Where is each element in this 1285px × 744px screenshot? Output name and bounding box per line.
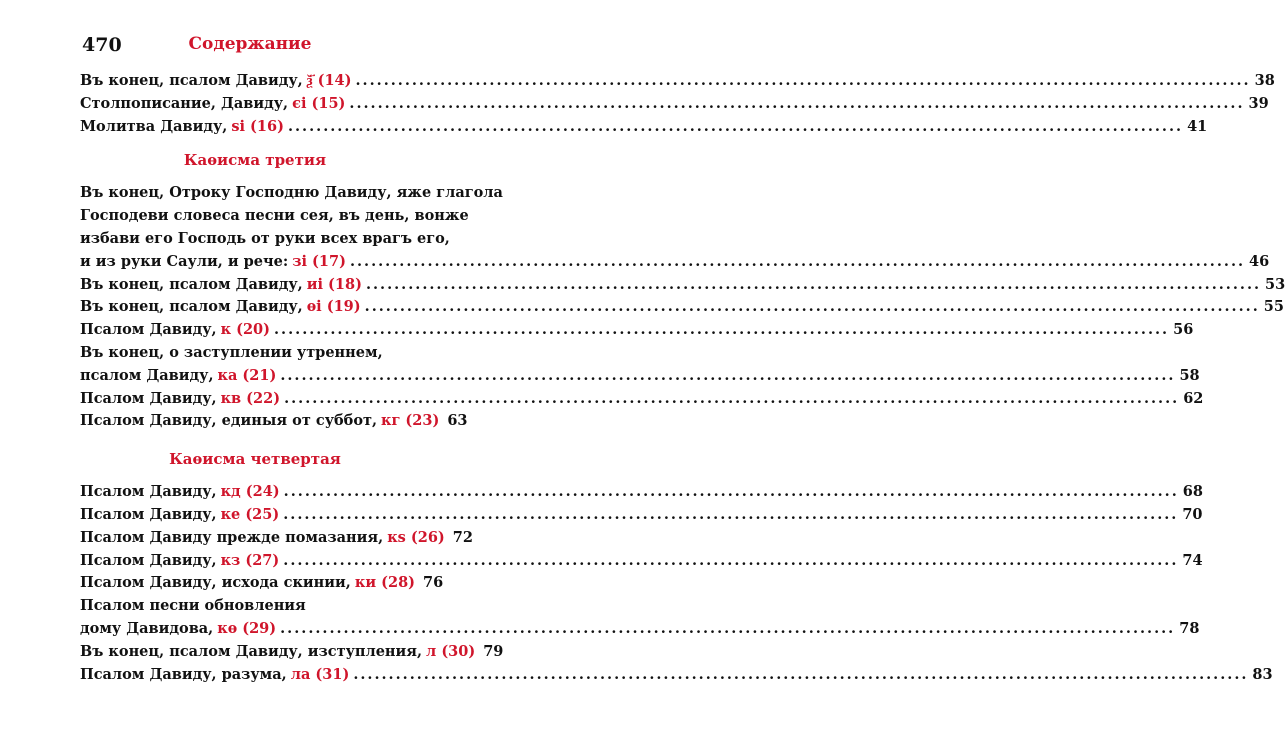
toc-entry-title: Псалом Давиду прежде помазания, bbox=[80, 528, 384, 546]
toc-entry[interactable] bbox=[80, 116, 1208, 139]
page-ref: 55 bbox=[1263, 298, 1284, 316]
page-number: 470 bbox=[82, 34, 122, 56]
psalm-number: кѕ (26) bbox=[387, 528, 445, 546]
psalm-number: ки (28) bbox=[354, 574, 416, 592]
toc-entry[interactable] bbox=[80, 641, 504, 664]
psalm-number: ке (25) bbox=[220, 505, 280, 523]
page-ref: 63 bbox=[447, 412, 468, 430]
toc-entry-line bbox=[80, 251, 1270, 274]
psalm-number: єі (15) bbox=[292, 94, 346, 112]
toc-entry-line bbox=[80, 319, 1194, 342]
toc-group-1 bbox=[80, 70, 1275, 138]
page-ref: 39 bbox=[1248, 94, 1269, 112]
toc-entry-line bbox=[80, 550, 1203, 573]
dot-leader bbox=[366, 274, 1261, 297]
toc-entry-text-line: Въ конец, Отроку Господню Давиду, яже глагола bbox=[80, 184, 503, 202]
toc-entry[interactable] bbox=[80, 550, 1203, 573]
psalm-number: кз (27) bbox=[220, 551, 280, 569]
page-ref: 53 bbox=[1265, 275, 1285, 293]
toc-entry[interactable] bbox=[80, 481, 1203, 504]
toc-entry-title: Псалом Давиду, единыя от суббот, bbox=[80, 412, 378, 430]
toc-entry-line bbox=[80, 365, 1200, 388]
toc-entry-title: псалом Давиду, bbox=[80, 366, 214, 384]
toc-entry-line bbox=[80, 93, 1269, 116]
toc-entry-title: Въ конец, псалом Давиду, bbox=[80, 72, 303, 89]
toc-entry-text-line: Въ конец, о заступлении утреннем, bbox=[80, 343, 383, 361]
page-ref: 38 bbox=[1254, 72, 1275, 89]
dot-leader bbox=[356, 70, 1251, 93]
toc-entry-line bbox=[80, 388, 1204, 411]
toc-entry[interactable] bbox=[80, 93, 1269, 116]
psalm-number: кѳ (29) bbox=[217, 619, 277, 637]
dot-leader bbox=[283, 504, 1178, 527]
dot-leader bbox=[280, 618, 1175, 641]
toc-entry[interactable] bbox=[80, 182, 1270, 273]
toc-entry[interactable] bbox=[80, 595, 1200, 641]
toc-entry[interactable] bbox=[80, 410, 468, 433]
psalm-number: кг (23) bbox=[381, 412, 440, 430]
toc-entry[interactable] bbox=[80, 572, 444, 595]
psalm-number: кд (24) bbox=[220, 483, 280, 501]
page-ref: 72 bbox=[452, 528, 473, 546]
page-ref: 46 bbox=[1249, 252, 1270, 270]
toc-entry-title: Въ конец, псалом Давиду, изступления, bbox=[80, 642, 423, 660]
psalm-number: ѕі (16) bbox=[231, 117, 284, 135]
dot-leader bbox=[288, 116, 1183, 139]
running-title: Содержание bbox=[188, 34, 312, 54]
table-of-contents bbox=[80, 70, 1285, 686]
dot-leader bbox=[280, 365, 1175, 388]
toc-entry-title: Молитва Давиду, bbox=[80, 117, 228, 135]
psalm-number: ѳі (19) bbox=[306, 298, 361, 316]
toc-entry-line bbox=[80, 527, 473, 550]
toc-entry-title: Псалом Давиду, bbox=[80, 505, 217, 523]
page-ref: 41 bbox=[1187, 117, 1208, 135]
toc-entry-text-line: Псалом песни обновления bbox=[80, 597, 306, 615]
toc-entry-title: и из руки Саули, и рече: bbox=[80, 252, 289, 270]
toc-group-3 bbox=[80, 481, 1273, 686]
page-ref: 56 bbox=[1173, 321, 1194, 339]
psalm-number: ла (31) bbox=[290, 665, 350, 683]
section-title-kathisma-4: Каѳисма четвертая bbox=[169, 450, 341, 469]
toc-entry-title: дому Давидова, bbox=[80, 619, 214, 637]
toc-group-2 bbox=[80, 182, 1285, 433]
toc-entry-line bbox=[80, 618, 1200, 641]
toc-entry[interactable] bbox=[80, 504, 1203, 527]
toc-entry-title: Псалом Давиду, разума, bbox=[80, 665, 287, 683]
page-ref: 76 bbox=[423, 574, 444, 592]
section-title-kathisma-3: Каѳисма третия bbox=[183, 151, 327, 170]
psalm-number: ка (21) bbox=[217, 366, 277, 384]
psalm-number: к (20) bbox=[220, 321, 270, 339]
dot-leader bbox=[353, 664, 1248, 687]
toc-entry-text-line: Господеви словеса песни сея, въ день, вонже bbox=[80, 207, 469, 225]
toc-entry[interactable] bbox=[80, 527, 473, 550]
toc-entry[interactable] bbox=[80, 319, 1194, 342]
toc-entry-title: Въ конец, псалом Давиду, bbox=[80, 275, 303, 293]
page-header bbox=[82, 34, 418, 62]
toc-entry-title: Псалом Давиду, bbox=[80, 483, 217, 501]
toc-entry-line bbox=[80, 481, 1203, 504]
toc-entry[interactable] bbox=[80, 70, 1275, 93]
page-ref: 62 bbox=[1183, 389, 1204, 407]
toc-entry-title: Псалом Давиду, bbox=[80, 551, 217, 569]
dot-leader bbox=[284, 388, 1179, 411]
toc-entry-line bbox=[80, 664, 1273, 687]
dot-leader bbox=[365, 296, 1260, 319]
dot-leader bbox=[349, 93, 1244, 116]
psalm-number: кв (22) bbox=[220, 389, 281, 407]
dot-leader bbox=[350, 251, 1245, 274]
toc-entry-line bbox=[80, 296, 1284, 319]
page-ref: 79 bbox=[483, 642, 504, 660]
page-ref: 78 bbox=[1179, 619, 1200, 637]
toc-entry-text-line: избави его Господь от руки всех врагъ его, bbox=[80, 229, 450, 247]
toc-entry-title: Псалом Давиду, bbox=[80, 389, 217, 407]
toc-entry[interactable] bbox=[80, 296, 1284, 319]
dot-leader bbox=[274, 319, 1169, 342]
toc-entry-title: Псалом Давиду, исхода скинии, bbox=[80, 574, 351, 592]
psalm-number: зі (17) bbox=[292, 252, 346, 270]
toc-entry-line bbox=[80, 116, 1208, 139]
psalm-number: иі (18) bbox=[306, 275, 362, 293]
page-ref: 68 bbox=[1182, 483, 1203, 501]
toc-entry-title: Столпописание, Давиду, bbox=[80, 94, 289, 112]
toc-entry-title: Въ конец, псалом Давиду, bbox=[80, 298, 303, 316]
toc-entry-line bbox=[80, 641, 504, 664]
page-ref: 83 bbox=[1252, 665, 1273, 683]
toc-entry[interactable] bbox=[80, 342, 1200, 388]
toc-entry[interactable] bbox=[80, 388, 1204, 411]
toc-entry-line bbox=[80, 572, 444, 595]
toc-entry[interactable] bbox=[80, 274, 1285, 297]
toc-entry-title: Псалом Давиду, bbox=[80, 321, 217, 339]
toc-entry[interactable] bbox=[80, 664, 1273, 687]
toc-entry-line bbox=[80, 274, 1285, 297]
dot-leader bbox=[284, 481, 1179, 504]
toc-entry-line bbox=[80, 410, 468, 433]
psalm-number: ѯ҃ (14) bbox=[306, 72, 352, 89]
psalm-number: л (30) bbox=[426, 642, 476, 660]
toc-entry-line bbox=[80, 70, 1275, 93]
toc-entry-line bbox=[80, 504, 1203, 527]
page-ref: 70 bbox=[1182, 505, 1203, 523]
page-ref: 74 bbox=[1182, 551, 1203, 569]
page-ref: 58 bbox=[1179, 366, 1200, 384]
dot-leader bbox=[283, 550, 1178, 573]
